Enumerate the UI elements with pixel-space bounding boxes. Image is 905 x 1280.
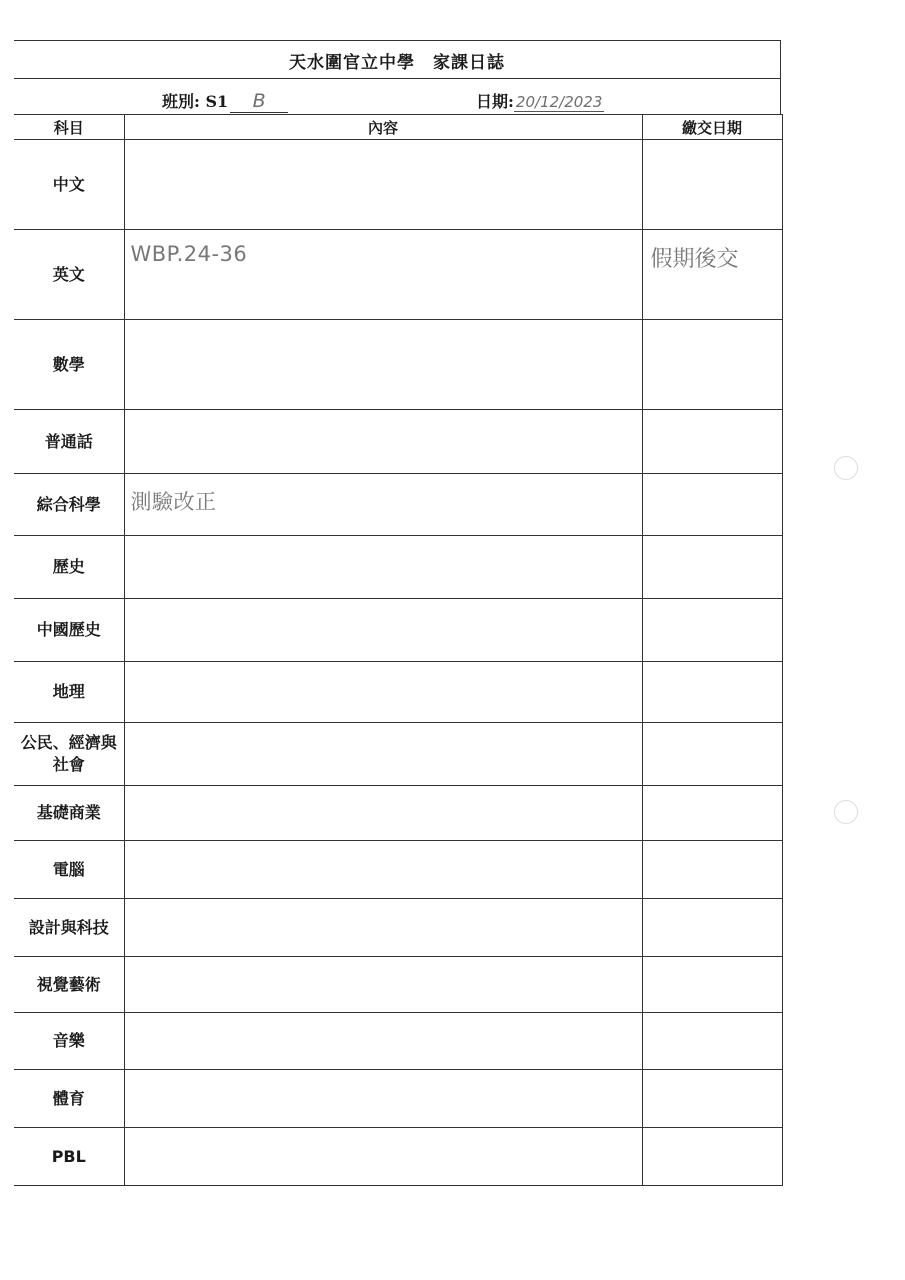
subject-cell: 基礎商業 bbox=[14, 786, 124, 841]
homework-text: 測驗改正 bbox=[130, 490, 217, 514]
table-row bbox=[14, 841, 782, 899]
content-cell bbox=[124, 1070, 642, 1128]
content-cell bbox=[124, 320, 642, 410]
table-row bbox=[14, 957, 782, 1013]
table-row bbox=[14, 662, 782, 723]
due-cell bbox=[642, 899, 782, 957]
subject-cell: 地理 bbox=[14, 662, 124, 723]
subject-cell: 綜合科學 bbox=[14, 474, 124, 536]
content-cell bbox=[124, 410, 642, 474]
homework-text: WBP.24-36 bbox=[130, 242, 248, 266]
due-cell bbox=[642, 723, 782, 786]
due-cell bbox=[642, 599, 782, 662]
content-cell bbox=[124, 957, 642, 1013]
due-cell bbox=[642, 662, 782, 723]
table-row bbox=[14, 786, 782, 841]
due-cell bbox=[642, 410, 782, 474]
class-field bbox=[162, 89, 288, 113]
content-cell bbox=[124, 723, 642, 786]
content-cell bbox=[124, 786, 642, 841]
date-label: 日期: bbox=[476, 92, 514, 111]
content-cell bbox=[124, 536, 642, 599]
content-cell bbox=[124, 474, 642, 536]
table-row bbox=[14, 1070, 782, 1128]
due-cell bbox=[642, 1013, 782, 1070]
content-cell bbox=[124, 1013, 642, 1070]
punch-hole bbox=[834, 800, 858, 824]
table-row bbox=[14, 1013, 782, 1070]
due-text: 假期後交 bbox=[650, 247, 739, 272]
meta-row bbox=[14, 78, 781, 115]
content-cell bbox=[124, 899, 642, 957]
subject-cell: 音樂 bbox=[14, 1013, 124, 1070]
content-cell bbox=[124, 841, 642, 899]
table-row bbox=[14, 899, 782, 957]
subject-cell: 體育 bbox=[14, 1070, 124, 1128]
subject-column-header: 科目 bbox=[14, 115, 124, 140]
table-row bbox=[14, 723, 782, 786]
content-cell bbox=[124, 140, 642, 230]
class-label: 班別: S1 bbox=[162, 92, 229, 111]
content-cell bbox=[124, 1128, 642, 1186]
due-cell bbox=[642, 474, 782, 536]
content-cell bbox=[124, 662, 642, 723]
table-row bbox=[14, 230, 782, 320]
due-date-column-header: 繳交日期 bbox=[642, 115, 782, 140]
class-value: B bbox=[230, 90, 288, 113]
subject-cell: 中文 bbox=[14, 140, 124, 230]
due-cell bbox=[642, 1128, 782, 1186]
subject-cell: PBL bbox=[14, 1128, 124, 1186]
date-value: 20/12/2023 bbox=[515, 93, 603, 111]
table-row bbox=[14, 474, 782, 536]
due-cell bbox=[642, 320, 782, 410]
subject-cell: 中國歷史 bbox=[14, 599, 124, 662]
due-cell bbox=[642, 536, 782, 599]
subject-cell: 公民、經濟與社會 bbox=[14, 723, 124, 786]
subject-cell: 數學 bbox=[14, 320, 124, 410]
subject-cell: 英文 bbox=[14, 230, 124, 320]
due-cell bbox=[642, 841, 782, 899]
due-cell bbox=[642, 1070, 782, 1128]
table-row bbox=[14, 410, 782, 474]
subject-cell: 普通話 bbox=[14, 410, 124, 474]
date-field bbox=[476, 89, 604, 112]
due-cell bbox=[642, 786, 782, 841]
punch-hole bbox=[834, 456, 858, 480]
homework-table bbox=[14, 114, 783, 1186]
table-row bbox=[14, 140, 782, 230]
subject-cell: 電腦 bbox=[14, 841, 124, 899]
content-column-header: 內容 bbox=[124, 115, 642, 140]
diary-title: 天水圍官立中學 家課日誌 bbox=[14, 40, 781, 79]
table-row bbox=[14, 320, 782, 410]
subject-cell: 歷史 bbox=[14, 536, 124, 599]
content-cell bbox=[124, 599, 642, 662]
table-header-row bbox=[14, 115, 782, 140]
table-row bbox=[14, 1128, 782, 1186]
due-cell bbox=[642, 140, 782, 230]
due-cell bbox=[642, 957, 782, 1013]
due-cell bbox=[642, 230, 782, 320]
content-cell bbox=[124, 230, 642, 320]
subject-cell: 視覺藝術 bbox=[14, 957, 124, 1013]
subject-cell: 設計與科技 bbox=[14, 899, 124, 957]
table-row bbox=[14, 599, 782, 662]
table-row bbox=[14, 536, 782, 599]
